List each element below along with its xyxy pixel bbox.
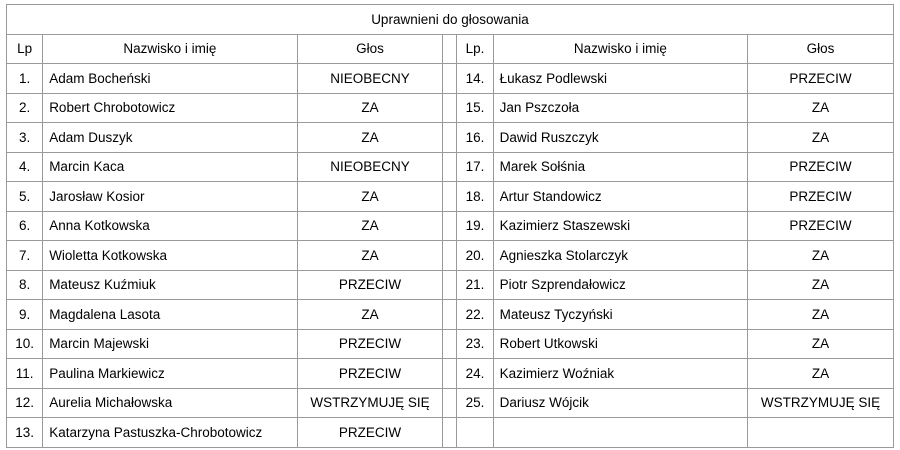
vote-value-right: ZA	[748, 300, 894, 330]
row-number-right: 17.	[457, 152, 493, 182]
column-header-vote-left: Głos	[297, 34, 443, 64]
voter-name-right: Agnieszka Stolarczyk	[493, 241, 747, 271]
voter-name-right: Mateusz Tyczyński	[493, 300, 747, 330]
row-number-left: 12.	[7, 388, 43, 418]
column-separator	[443, 241, 457, 271]
voting-table	[6, 4, 894, 448]
table-row	[7, 123, 894, 153]
voter-name-right: Robert Utkowski	[493, 329, 747, 359]
row-number-left: 5.	[7, 182, 43, 212]
row-number-right: 15.	[457, 93, 493, 123]
voter-name-left: Aurelia Michałowska	[43, 388, 297, 418]
column-header-lp-left: Lp	[7, 34, 43, 64]
voter-name-left: Paulina Markiewicz	[43, 359, 297, 389]
voter-name-left: Marcin Majewski	[43, 329, 297, 359]
table-row	[7, 93, 894, 123]
row-number-left: 1.	[7, 64, 43, 94]
row-number-right: 22.	[457, 300, 493, 330]
row-number-left: 4.	[7, 152, 43, 182]
vote-value-left: NIEOBECNY	[297, 64, 443, 94]
table-row	[7, 329, 894, 359]
title-row	[7, 5, 894, 35]
vote-value-right: ZA	[748, 359, 894, 389]
column-separator	[443, 182, 457, 212]
row-number-right	[457, 418, 493, 448]
table-row	[7, 241, 894, 271]
voter-name-right: Marek Sołśnia	[493, 152, 747, 182]
column-header-name-left: Nazwisko i imię	[43, 34, 297, 64]
vote-value-right: WSTRZYMUJĘ SIĘ	[748, 388, 894, 418]
voter-name-left: Anna Kotkowska	[43, 211, 297, 241]
row-number-left: 8.	[7, 270, 43, 300]
row-number-left: 3.	[7, 123, 43, 153]
row-number-left: 2.	[7, 93, 43, 123]
table-row	[7, 152, 894, 182]
voter-name-right: Jan Pszczoła	[493, 93, 747, 123]
row-number-left: 7.	[7, 241, 43, 271]
row-number-right: 21.	[457, 270, 493, 300]
column-separator	[443, 34, 457, 64]
row-number-right: 14.	[457, 64, 493, 94]
column-separator	[443, 418, 457, 448]
row-number-left: 9.	[7, 300, 43, 330]
table-body	[7, 5, 894, 448]
vote-value-right	[748, 418, 894, 448]
column-separator	[443, 388, 457, 418]
voter-name-right: Artur Standowicz	[493, 182, 747, 212]
row-number-left: 11.	[7, 359, 43, 389]
vote-value-left: PRZECIW	[297, 418, 443, 448]
table-row	[7, 211, 894, 241]
column-separator	[443, 211, 457, 241]
page-title: Uprawnieni do głosowania	[7, 5, 894, 35]
voter-name-left: Mateusz Kuźmiuk	[43, 270, 297, 300]
voter-name-right	[493, 418, 747, 448]
voter-name-right: Dawid Ruszczyk	[493, 123, 747, 153]
column-header-lp-right: Lp.	[457, 34, 493, 64]
column-separator	[443, 123, 457, 153]
vote-value-right: PRZECIW	[748, 211, 894, 241]
column-separator	[443, 152, 457, 182]
vote-value-right: PRZECIW	[748, 182, 894, 212]
table-row	[7, 64, 894, 94]
table-row	[7, 182, 894, 212]
row-number-left: 10.	[7, 329, 43, 359]
column-separator	[443, 359, 457, 389]
row-number-right: 24.	[457, 359, 493, 389]
voter-name-right: Piotr Szprendałowicz	[493, 270, 747, 300]
vote-value-right: PRZECIW	[748, 64, 894, 94]
voter-name-left: Wioletta Kotkowska	[43, 241, 297, 271]
voter-name-right: Dariusz Wójcik	[493, 388, 747, 418]
column-header-vote-right: Głos	[748, 34, 894, 64]
voter-name-left: Adam Duszyk	[43, 123, 297, 153]
column-separator	[443, 64, 457, 94]
vote-value-left: ZA	[297, 211, 443, 241]
vote-value-left: ZA	[297, 241, 443, 271]
vote-value-left: WSTRZYMUJĘ SIĘ	[297, 388, 443, 418]
column-separator	[443, 93, 457, 123]
row-number-right: 23.	[457, 329, 493, 359]
row-number-right: 20.	[457, 241, 493, 271]
vote-value-right: ZA	[748, 241, 894, 271]
vote-value-left: ZA	[297, 93, 443, 123]
table-row	[7, 300, 894, 330]
vote-value-left: ZA	[297, 300, 443, 330]
vote-value-left: ZA	[297, 182, 443, 212]
header-row	[7, 34, 894, 64]
vote-value-right: PRZECIW	[748, 152, 894, 182]
row-number-right: 18.	[457, 182, 493, 212]
column-header-name-right: Nazwisko i imię	[493, 34, 747, 64]
voter-name-right: Kazimierz Staszewski	[493, 211, 747, 241]
table-row	[7, 270, 894, 300]
row-number-left: 6.	[7, 211, 43, 241]
column-separator	[443, 300, 457, 330]
row-number-right: 19.	[457, 211, 493, 241]
voter-name-left: Adam Bocheński	[43, 64, 297, 94]
voter-name-left: Magdalena Lasota	[43, 300, 297, 330]
vote-value-right: ZA	[748, 270, 894, 300]
voter-name-right: Kazimierz Woźniak	[493, 359, 747, 389]
voter-name-left: Marcin Kaca	[43, 152, 297, 182]
table-row	[7, 359, 894, 389]
vote-value-left: ZA	[297, 123, 443, 153]
column-separator	[443, 329, 457, 359]
vote-value-right: ZA	[748, 329, 894, 359]
vote-value-left: PRZECIW	[297, 270, 443, 300]
vote-value-left: PRZECIW	[297, 329, 443, 359]
voter-name-right: Łukasz Podlewski	[493, 64, 747, 94]
vote-value-left: NIEOBECNY	[297, 152, 443, 182]
row-number-right: 16.	[457, 123, 493, 153]
table-row	[7, 388, 894, 418]
vote-value-right: ZA	[748, 93, 894, 123]
voter-name-left: Robert Chrobotowicz	[43, 93, 297, 123]
column-separator	[443, 270, 457, 300]
vote-value-right: ZA	[748, 123, 894, 153]
row-number-left: 13.	[7, 418, 43, 448]
voter-name-left: Katarzyna Pastuszka-Chrobotowicz	[43, 418, 297, 448]
table-row	[7, 418, 894, 448]
voter-name-left: Jarosław Kosior	[43, 182, 297, 212]
vote-value-left: PRZECIW	[297, 359, 443, 389]
row-number-right: 25.	[457, 388, 493, 418]
